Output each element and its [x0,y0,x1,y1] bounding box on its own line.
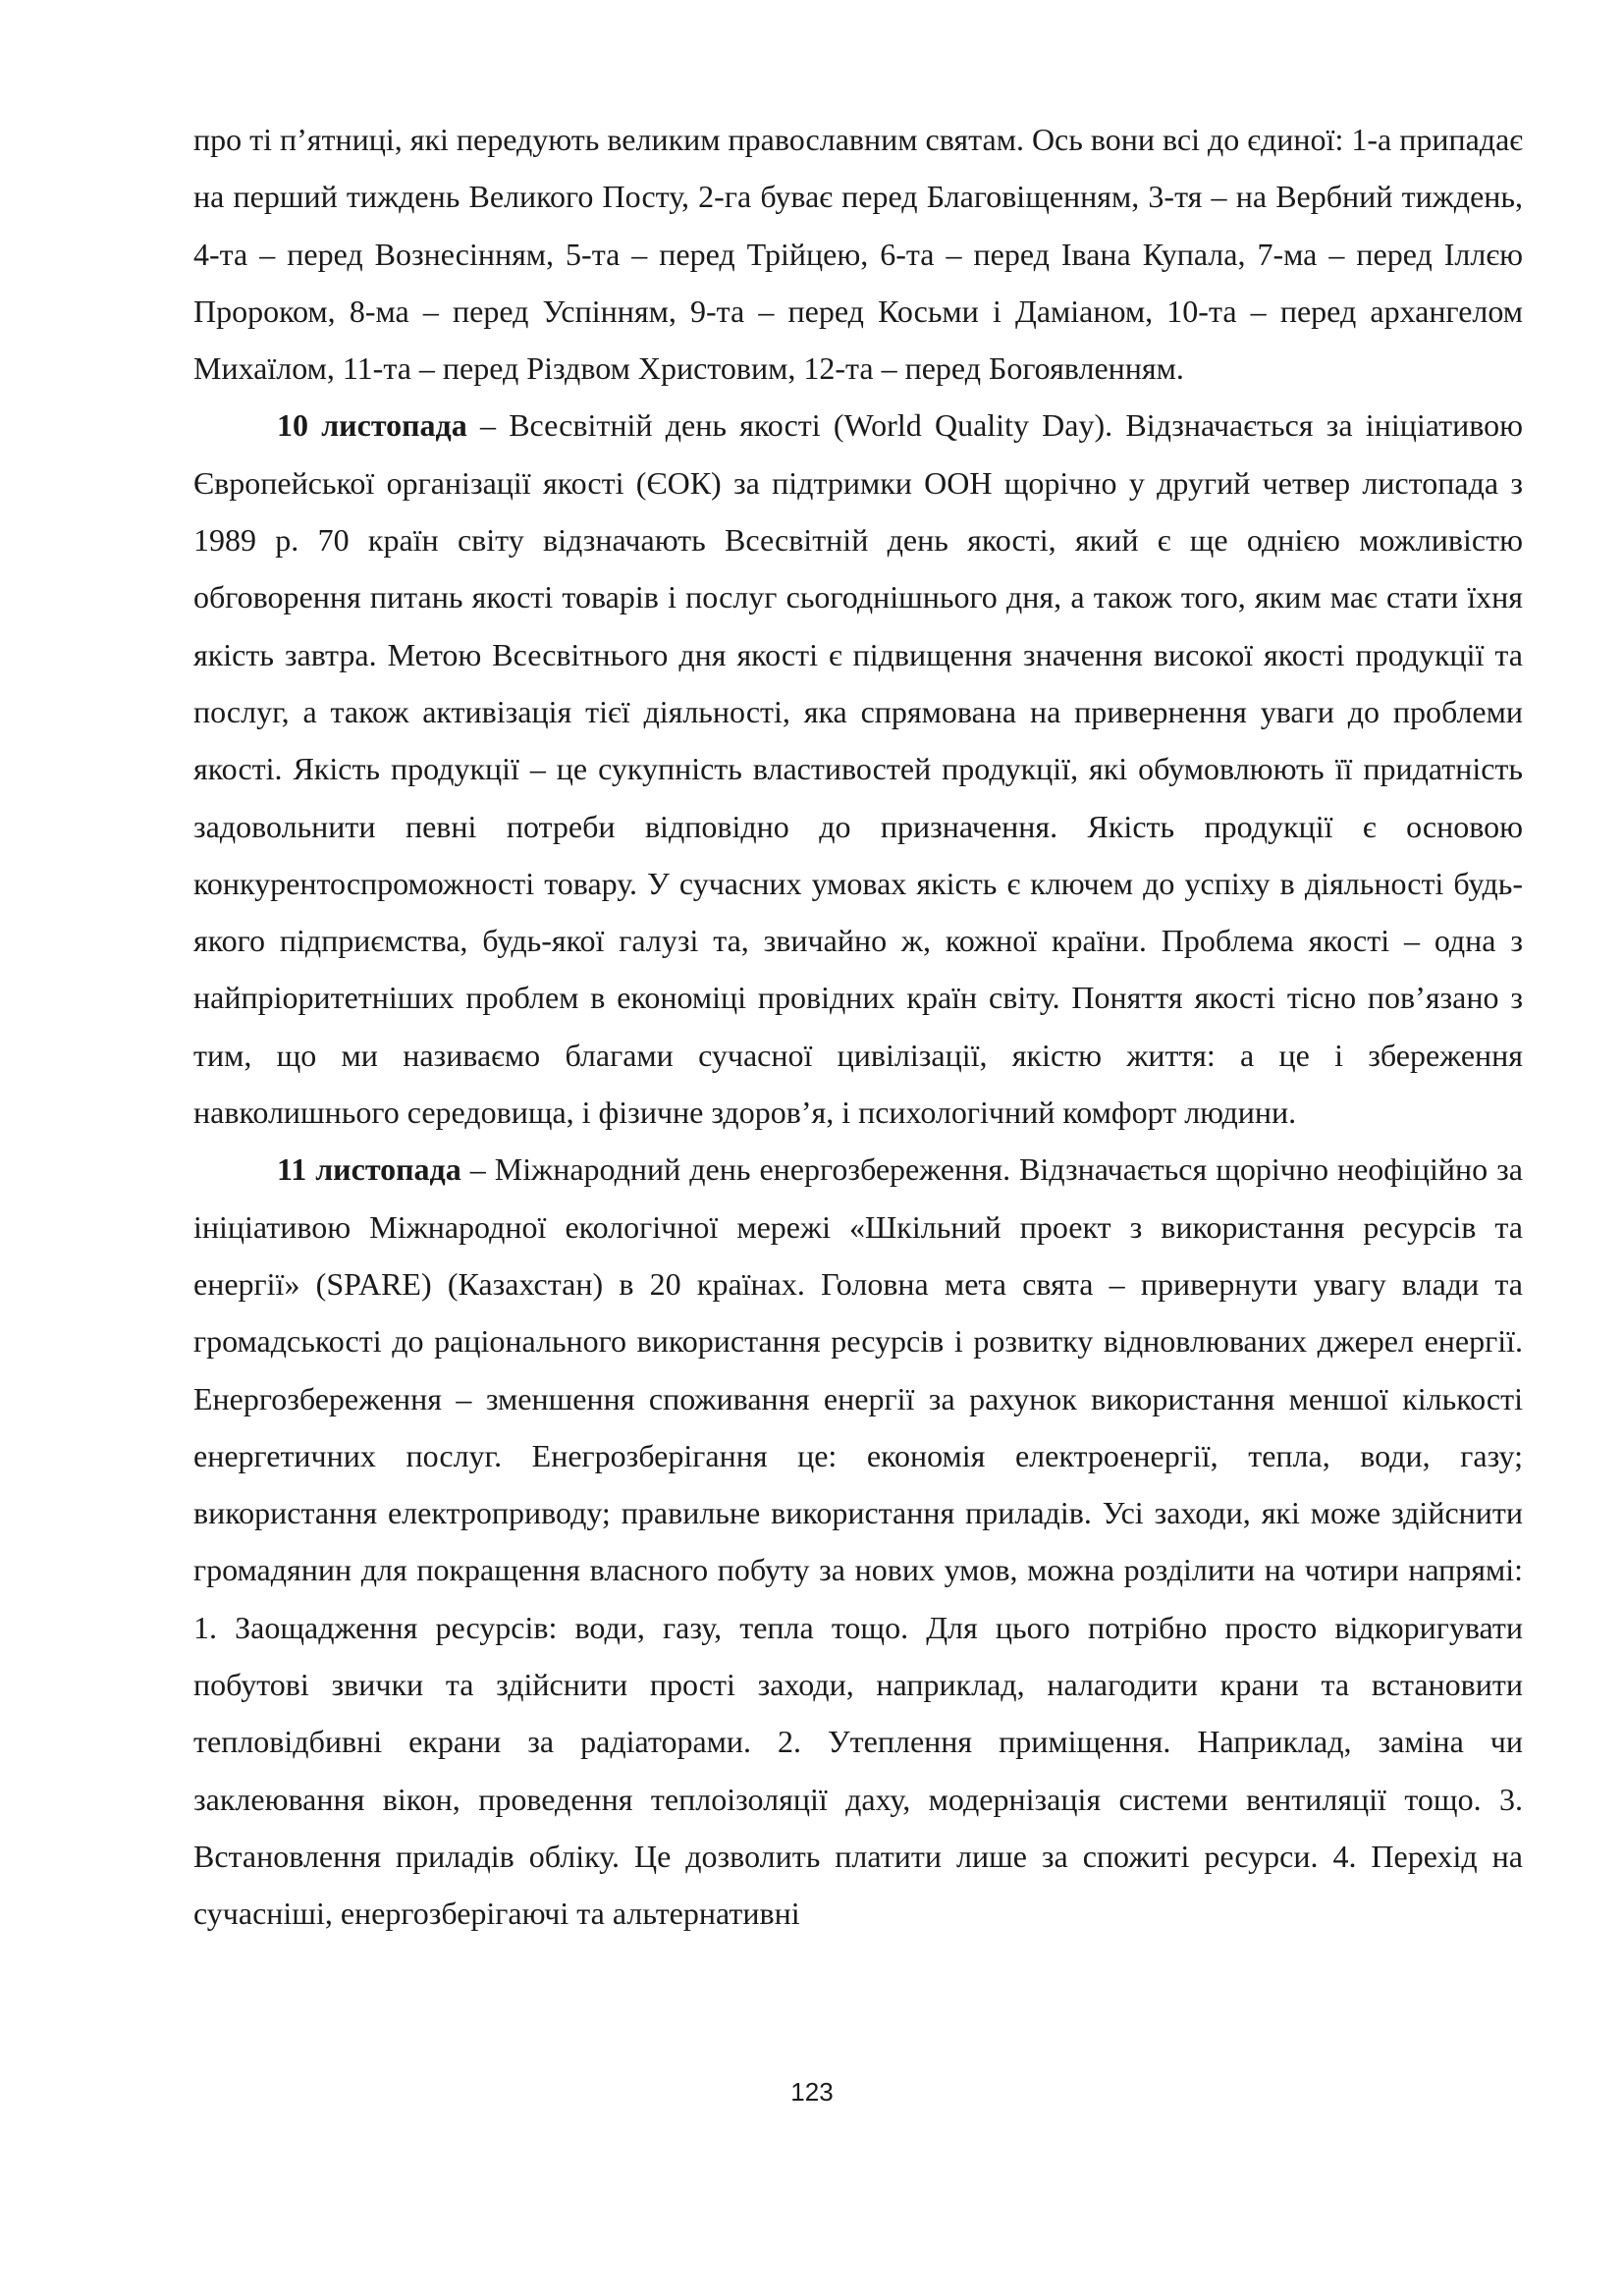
paragraph-energy-saving-day [193,1141,1523,1942]
paragraph-continuation [193,111,1523,397]
page-body-text [193,111,1523,1943]
page-number: 123 [790,2077,834,2107]
paragraph-text: – Всесвітній день якості (World Quality Day). Відзначається за ініціативою Європейської організації якості (ЄОК) за підтримки ООН щорічно у другий четвер листопада з 1989 р. 70 країн світу відзначають Всесвітній день якості, який є ще однією можливістю обговорення питань якості товарів і послуг сьогоднішнього дня, а також того, яким має стати їхня якість завтра. Метою Всесвітнього дня якості є підвищення значення високої якості продукції та послуг, а також активізація тієї діяльності, яка спрямована на привернення уваги до проблеми якості. Якість продукції – це сукупність властивостей продукції, які обумовлюють її придатність задовольнити певні потреби відповідно до призначення. Якість продукції є основою конкурентоспроможності товару. У сучасних умовах якість є ключем до успіху в діяльності будь-якого підприємства, будь-якої галузі та, звичайно ж, кожної країни. Проблема якості – одна з найпріоритетніших проблем в економіці провідних країн світу. Поняття якості тісно пов’язано з тим, що ми називаємо благами сучасної цивілізації, якістю життя: а це і збереження навколишнього середовища, і фізичне здоров’я, і психологічний комфорт людини. [193,407,1524,1131]
paragraph-text: – Міжнародний день енергозбереження. Відзначається щорічно неофіційно за ініціативою Міжнародної екологічної мережі «Шкільний проект з використання ресурсів та енергії» (SPARE) (Казахстан) в 20 країнах. Головна мета свята – привернути увагу влади та громадськості до раціонального використання ресурсів і розвитку відновлюваних джерел енергії. Енергозбереження – зменшення споживання енергії за рахунок використання меншої кількості енергетичних послуг. Енегрозберігання це: економія електроенергії, тепла, води, газу; використання електроприводу; правильне використання приладів. Усі заходи, які може здійснити громадянин для покращення власного побуту за нових умов, можна розділити на чотири напрямі: 1. Заощадження ресурсів: води, газу, тепла тощо. Для цього потрібно просто відкоригувати побутові звички та здійснити прості заходи, наприклад, налагодити крани та встановити тепловідбивні екрани за радіаторами. 2. Утеплення приміщення. Наприклад, заміна чи заклеювання вікон, проведення теплоізоляції даху, модернізація системи вентиляції тощо. 3. Встановлення приладів обліку. Це дозволить платити лише за спожиті ресурси. 4. Перехід на сучасніші, енергозберігаючі та альтернативні [193,1151,1524,1932]
paragraph-world-quality-day [193,397,1523,1141]
date-heading: 10 листопада [277,407,467,444]
paragraph-text: про ті п’ятниці, які передують великим православним святам. Ось вони всі до єдиної: 1-а припадає на перший тиждень Великого Посту, 2-га буває перед Благовіщенням, 3-тя – на Вербний тиждень, 4-та – перед Вознесінням, 5-та – перед Трійцею, 6-та – перед Івана Купала, 7-ма – перед Іллєю Пророком, 8-ма – перед Успінням, 9-та – перед Косьми і Даміаном, 10-та – перед архангелом Михаїлом, 11-та – перед Різдвом Христовим, 12-та – перед Богоявленням. [193,122,1523,387]
date-heading: 11 листопада [277,1151,461,1188]
